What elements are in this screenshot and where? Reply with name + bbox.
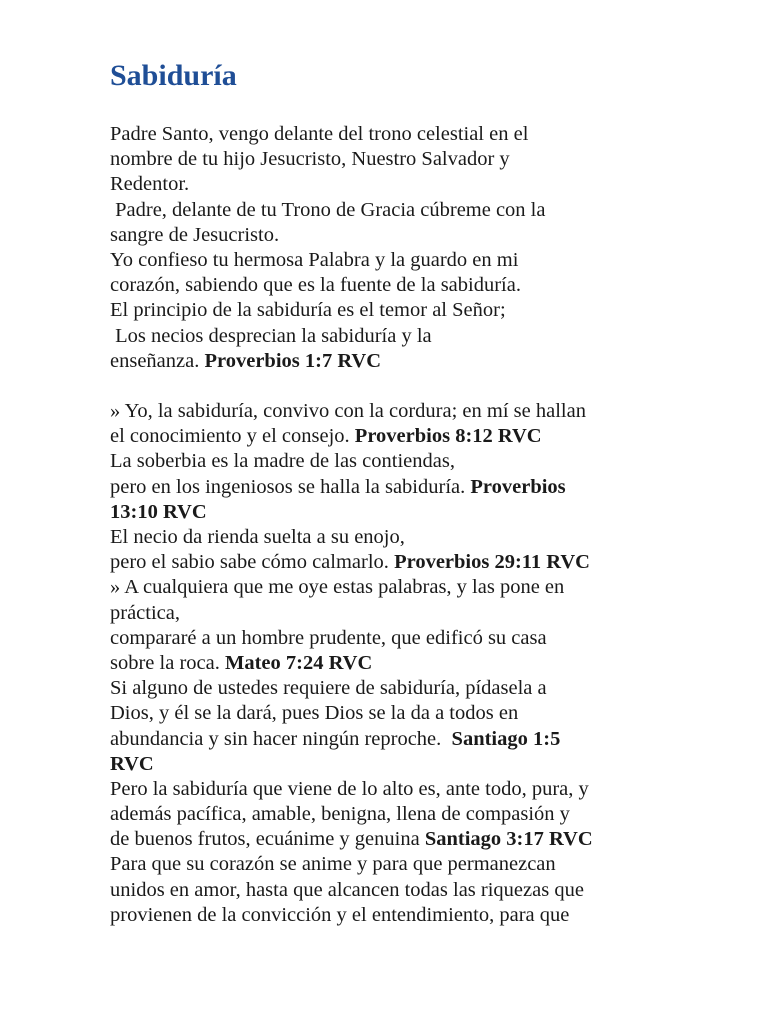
body-text-segment: práctica, xyxy=(110,601,180,624)
text-line xyxy=(110,802,670,827)
body-text-segment: enseñanza. xyxy=(110,349,205,372)
scripture-reference: Proverbios xyxy=(470,475,566,498)
body-text-segment: compararé a un hombre prudente, que edificó su casa xyxy=(110,626,547,649)
text-line xyxy=(110,172,670,197)
text-line xyxy=(110,777,670,802)
body-text-segment: sangre de Jesucristo. xyxy=(110,223,280,246)
text-line xyxy=(110,223,670,248)
body-text-segment: de buenos frutos, ecuánime y genuina xyxy=(110,828,425,851)
body-text-segment: Para que su corazón se anime y para que permanezcan xyxy=(110,853,556,876)
body-text-segment: pero el sabio sabe cómo calmarlo. xyxy=(110,551,395,574)
text-line xyxy=(110,878,670,903)
text-line xyxy=(110,575,670,600)
text-line xyxy=(110,852,670,877)
text-line xyxy=(110,550,670,575)
text-line xyxy=(110,147,670,172)
text-line xyxy=(110,626,670,651)
scripture-reference: Proverbios 8:12 RVC xyxy=(354,425,542,448)
body-text-segment: abundancia y sin hacer ningún reproche. xyxy=(110,727,452,750)
text-line xyxy=(110,475,670,500)
document-title: Sabiduría xyxy=(110,59,237,92)
scripture-reference: Santiago 3:17 RVC xyxy=(424,828,593,851)
text-line xyxy=(110,349,670,374)
body-text-segment: Pero la sabiduría que viene de lo alto es, ante todo, pura, y xyxy=(110,777,589,800)
body-text-segment: pero en los ingeniosos se halla la sabiduría. xyxy=(110,475,471,498)
body-text-segment: nombre de tu hijo Jesucristo, Nuestro Salvador y xyxy=(110,148,510,171)
body-text-segment: Si alguno de ustedes requiere de sabiduría, pídasela a xyxy=(110,677,547,700)
text-line xyxy=(110,701,670,726)
body-text-segment: provienen de la convicción y el entendimiento, para que xyxy=(110,903,570,926)
text-line xyxy=(110,424,670,449)
text-line xyxy=(110,676,670,701)
text-line xyxy=(110,273,670,298)
body-text-segment: » Yo, la sabiduría, convivo con la cordura; en mí se hallan xyxy=(110,400,586,423)
text-line xyxy=(110,500,670,525)
body-text-segment: Los necios desprecian la sabiduría y la xyxy=(110,324,432,347)
scripture-reference: Proverbios 29:11 RVC xyxy=(394,551,590,574)
document-body xyxy=(110,122,670,928)
scripture-reference: Mateo 7:24 RVC xyxy=(224,651,373,674)
body-text-segment: » A cualquiera que me oye estas palabras, y las pone en xyxy=(110,576,565,599)
text-line xyxy=(110,324,670,349)
body-text-segment: Dios, y él se la dará, pues Dios se la da a todos en xyxy=(110,702,519,725)
body-text-segment: Redentor. xyxy=(110,173,190,196)
body-text-segment: sobre la roca. xyxy=(110,651,225,674)
text-line xyxy=(110,449,670,474)
text-line xyxy=(110,374,670,399)
text-line xyxy=(110,752,670,777)
scripture-reference: RVC xyxy=(110,752,154,775)
body-text-segment: La soberbia es la madre de las contiendas, xyxy=(110,450,455,473)
body-text-segment: El principio de la sabiduría es el temor al Señor; xyxy=(110,299,506,322)
text-line xyxy=(110,248,670,273)
body-text-segment: Padre Santo, vengo delante del trono celestial en el xyxy=(110,123,529,145)
text-line xyxy=(110,198,670,223)
text-line xyxy=(110,122,670,147)
body-text-segment: corazón, sabiendo que es la fuente de la sabiduría. xyxy=(110,274,521,297)
text-line xyxy=(110,601,670,626)
scripture-reference: 13:10 RVC xyxy=(110,500,207,523)
body-text-segment: unidos en amor, hasta que alcancen todas las riquezas que xyxy=(110,878,584,901)
scripture-reference: Santiago 1:5 xyxy=(451,727,561,750)
document-page xyxy=(110,56,670,928)
text-line xyxy=(110,651,670,676)
body-text-segment: El necio da rienda suelta a su enojo, xyxy=(110,526,405,548)
body-text-segment: además pacífica, amable, benigna, llena de compasión y xyxy=(110,803,570,826)
scripture-reference: Proverbios 1:7 RVC xyxy=(204,349,382,372)
text-line xyxy=(110,727,670,752)
text-line xyxy=(110,525,670,550)
body-text-segment: Padre, delante de tu Trono de Gracia cúbreme con la xyxy=(110,198,546,221)
text-line xyxy=(110,827,670,852)
body-text-segment: el conocimiento y el consejo. xyxy=(110,425,355,448)
text-line xyxy=(110,399,670,424)
text-line xyxy=(110,903,670,928)
text-line xyxy=(110,298,670,323)
body-text-segment: Yo confieso tu hermosa Palabra y la guardo en mi xyxy=(110,248,519,271)
